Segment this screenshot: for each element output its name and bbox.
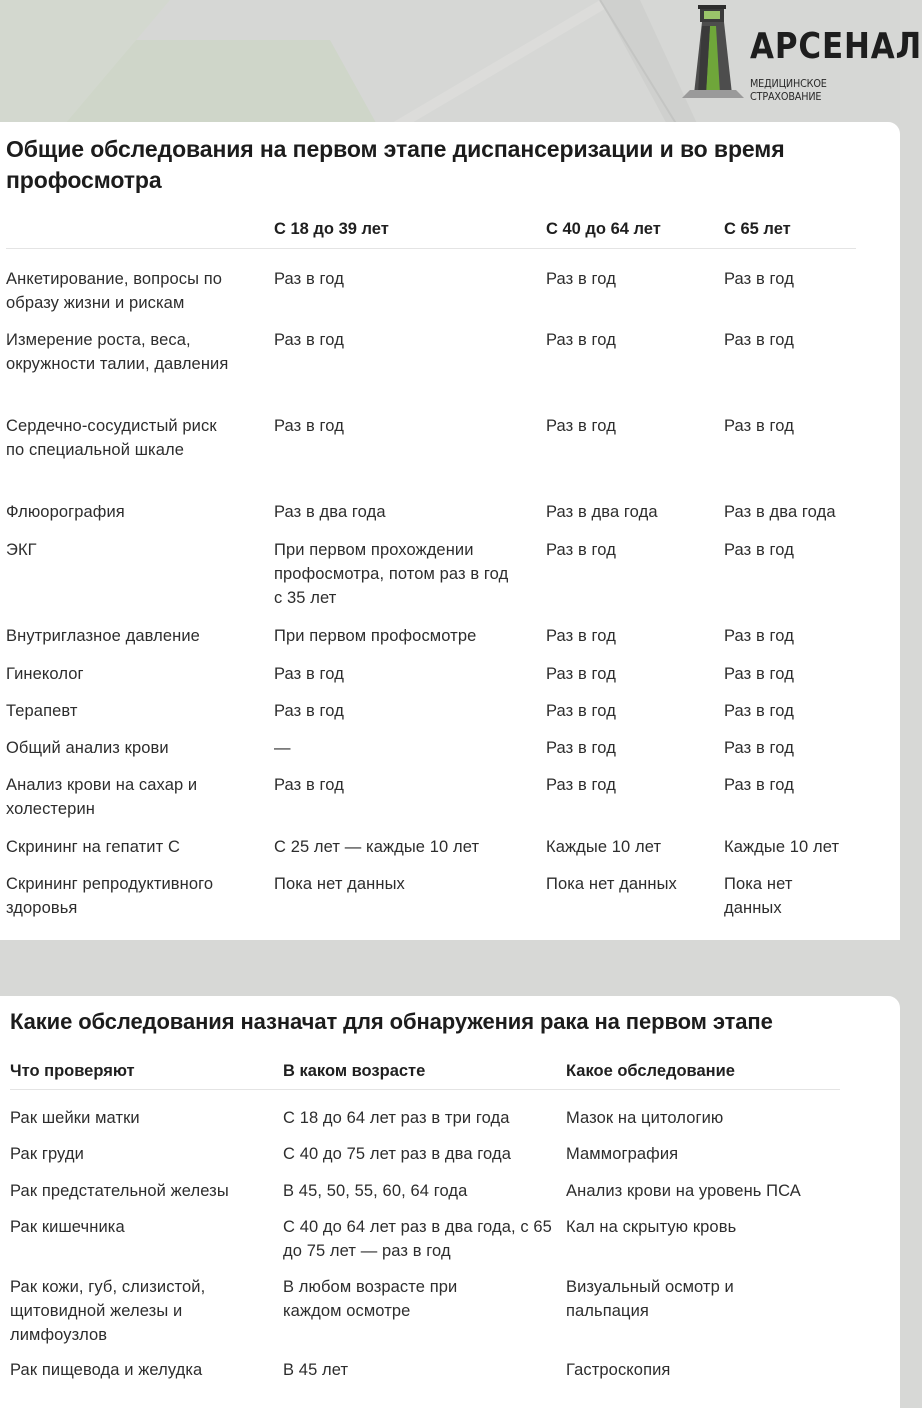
screening-exam: Гастроскопия [566, 1361, 671, 1379]
frequency-65: Раз в год [724, 702, 794, 720]
exam-name: Скрининг репродуктивного здоровья [6, 875, 214, 917]
column-header-18-39: С 18 до 39 лет [274, 220, 389, 238]
frequency-18-39: При первом прохождении профосмотра, потом раз в год с 35 лет [274, 541, 509, 607]
exam-name: Анкетирование, вопросы по образу жизни и рискам [6, 270, 223, 312]
frequency-18-39: При первом профосмотре [274, 627, 477, 645]
screening-age: С 40 до 75 лет раз в два года [283, 1145, 511, 1163]
frequency-18-39: Раз в два года [274, 503, 386, 521]
screening-age: С 40 до 64 лет раз в два года, с 65 до 75 лет — раз в год [283, 1218, 552, 1260]
frequency-65: Раз в два года [724, 503, 836, 521]
column-header-exam: Какое обследование [566, 1062, 735, 1080]
column-header-what: Что проверяют [10, 1062, 135, 1080]
screening-age: С 18 до 64 лет раз в три года [283, 1109, 510, 1127]
cancer-type: Рак груди [10, 1145, 84, 1163]
frequency-65: Раз в год [724, 739, 794, 757]
column-header-40-64: С 40 до 64 лет [546, 220, 661, 238]
screening-age: В 45 лет [283, 1361, 349, 1379]
frequency-40-64: Каждые 10 лет [546, 838, 662, 856]
exam-name: Измерение роста, веса, окружности талии, давления [6, 331, 229, 373]
frequency-65: Раз в год [724, 665, 794, 683]
exam-name: Сердечно-сосудистый риск по специальной шкале [6, 417, 217, 459]
frequency-40-64: Раз в год [546, 627, 616, 645]
frequency-65: Раз в год [724, 776, 794, 794]
header-divider [6, 248, 856, 249]
frequency-18-39: С 25 лет — каждые 10 лет [274, 838, 480, 856]
column-header-65: С 65 лет [724, 220, 791, 238]
exam-name: Анализ крови на сахар и холестерин [6, 776, 198, 818]
screening-exam: Маммография [566, 1145, 679, 1163]
section-title: Общие обследования на первом этапе диспансеризации и во время профосмотра [6, 136, 785, 193]
frequency-65: Каждые 10 лет [724, 838, 840, 856]
frequency-40-64: Раз в два года [546, 503, 658, 521]
frequency-40-64: Раз в год [546, 739, 616, 757]
frequency-18-39: — [274, 739, 291, 757]
column-header-age: В каком возрасте [283, 1062, 426, 1080]
screening-age: В любом возрасте при каждом осмотре [283, 1278, 458, 1320]
frequency-40-64: Раз в год [546, 776, 616, 794]
exam-name: Гинеколог [6, 665, 84, 683]
frequency-65: Раз в год [724, 331, 794, 349]
frequency-40-64: Раз в год [546, 417, 616, 435]
brand-tagline: МЕДИЦИНСКОЕ СТРАХОВАНИЕ [750, 77, 827, 103]
frequency-40-64: Пока нет данных [546, 875, 677, 893]
frequency-40-64: Раз в год [546, 665, 616, 683]
cancer-type: Рак кишечника [10, 1218, 125, 1236]
section-title: Какие обследования назначат для обнаружения рака на первом этапе [10, 1009, 773, 1034]
frequency-65: Пока нет данных [724, 875, 793, 917]
screening-exam: Кал на скрытую кровь [566, 1218, 737, 1236]
general-exams-card [0, 122, 900, 940]
frequency-18-39: Пока нет данных [274, 875, 405, 893]
frequency-40-64: Раз в год [546, 541, 616, 559]
cancer-type: Рак предстательной железы [10, 1182, 229, 1200]
cancer-type: Рак кожи, губ, слизистой, щитовидной железы и лимфоузлов [10, 1278, 206, 1344]
exam-name: ЭКГ [6, 541, 37, 559]
frequency-18-39: Раз в год [274, 665, 344, 683]
brand-name: АРСЕНАЛ [750, 26, 922, 67]
frequency-18-39: Раз в год [274, 331, 344, 349]
cancer-type: Рак шейки матки [10, 1109, 140, 1127]
exam-name: Скрининг на гепатит С [6, 838, 180, 856]
cancer-type: Рак пищевода и желудка [10, 1361, 203, 1379]
frequency-18-39: Раз в год [274, 417, 344, 435]
frequency-40-64: Раз в год [546, 702, 616, 720]
exam-name: Общий анализ крови [6, 739, 169, 757]
frequency-65: Раз в год [724, 417, 794, 435]
screening-exam: Мазок на цитологию [566, 1109, 724, 1127]
frequency-65: Раз в год [724, 270, 794, 288]
screening-age: В 45, 50, 55, 60, 64 года [283, 1182, 468, 1200]
frequency-40-64: Раз в год [546, 331, 616, 349]
header-banner [0, 0, 922, 130]
frequency-18-39: Раз в год [274, 270, 344, 288]
frequency-18-39: Раз в год [274, 776, 344, 794]
exam-name: Флюорография [6, 503, 125, 521]
exam-name: Терапевт [6, 702, 78, 720]
cancer-screening-card [0, 996, 900, 1408]
exam-name: Внутриглазное давление [6, 627, 200, 645]
header-divider [10, 1089, 840, 1090]
frequency-65: Раз в год [724, 541, 794, 559]
frequency-40-64: Раз в год [546, 270, 616, 288]
screening-exam: Анализ крови на уровень ПСА [566, 1182, 801, 1200]
screening-exam: Визуальный осмотр и пальпация [566, 1278, 734, 1320]
frequency-18-39: Раз в год [274, 702, 344, 720]
frequency-65: Раз в год [724, 627, 794, 645]
